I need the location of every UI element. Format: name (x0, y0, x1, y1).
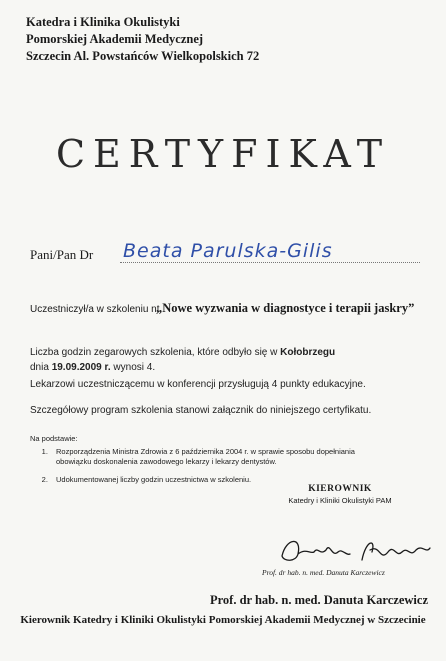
signatory-unit: Katedry i Kliniki Okulistyki PAM (288, 496, 392, 505)
recipient-label: Pani/Pan Dr (30, 247, 94, 262)
date-line (30, 362, 155, 373)
training-row (30, 301, 415, 315)
header-line-2: Pomorskiej Akademii Medycznej (26, 32, 204, 46)
basis-list (30, 447, 386, 485)
signatory-role: KIEROWNIK (308, 484, 372, 494)
recipient-row (30, 240, 333, 263)
handwritten-signature (276, 532, 436, 568)
certificate-title: CERTYFIKAT (55, 132, 391, 176)
training-place: Kołobrzegu (280, 347, 336, 358)
recipient-name-handwritten: Beata Parulska-Gilis (123, 240, 333, 262)
signatory-block (240, 484, 440, 505)
signature-caption: Prof. dr hab. n. med. Danuta Karczewicz (262, 568, 385, 577)
basis-item-1: 1. Rozporządzenia Ministra Zdrowia z 6 października 2004 r. w sprawie sposobu dopełniania obowiązku doskonalenia zawodowego lekarzy i lekarzy dentystów. (50, 447, 386, 467)
basis-heading: Na podstawie: (30, 434, 78, 443)
hours-text: Liczba godzin zegarowych szkolenia, które odbyło się w (30, 347, 278, 358)
hours-value: wynosi 4. (113, 362, 156, 373)
training-topic: „Nowe wyzwania w diagnostyce i terapii jaskry” (156, 301, 415, 315)
training-label: Uczestniczył/a w szkoleniu nt. (30, 304, 163, 315)
header-line-3: Szczecin Al. Powstańców Wielkopolskich 72 (26, 49, 260, 63)
institution-header (26, 14, 259, 65)
signatory-name: Prof. dr hab. n. med. Danuta Karczewicz (209, 593, 428, 607)
header-line-1: Katedra i Klinika Okulistyki (26, 15, 180, 29)
basis-item-2: 2. Udokumentowanej liczby godzin uczestnictwa w szkoleniu. (50, 475, 386, 485)
program-line: Szczegółowy program szkolenia stanowi załącznik do niniejszego certyfikatu. (30, 405, 372, 416)
points-line: Lekarzowi uczestniczącemu w konferencji przysługują 4 punkty edukacyjne. (30, 379, 366, 390)
training-date: 19.09.2009 r. (51, 362, 111, 373)
footer-text: Kierownik Katedry i Kliniki Okulistyki Pomorskiej Akademii Medycznej w Szczecinie (20, 614, 426, 626)
date-prefix: dnia (30, 362, 49, 373)
recipient-dotted-line (120, 262, 420, 263)
hours-line (30, 347, 335, 358)
